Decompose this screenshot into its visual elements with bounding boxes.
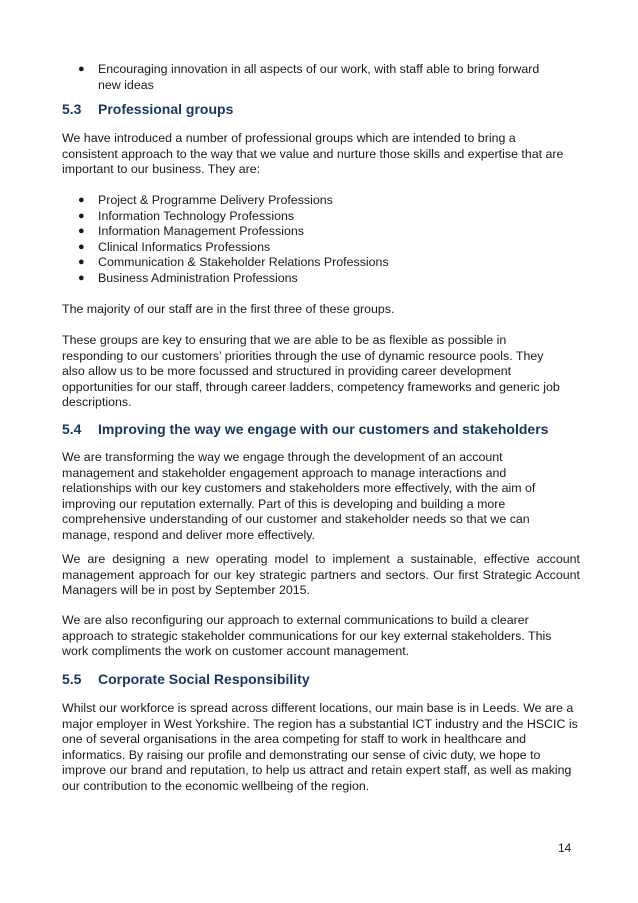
section-5-4-para1: We are transforming the way we engage through the development of an account management and stakeholder engagement approach to manage interactions and relationships with our key customers and stakeholders more effectively, with the aim of improving our reputation externally. Part of this is developing and building a more comprehensive understanding of our customer and stakeholder needs so that we can manage, respond and deliver more effectively.: [62, 450, 536, 542]
list-item: ● Information Management Professions: [78, 224, 304, 238]
bullet-icon: ●: [78, 63, 85, 75]
page-number: 14: [558, 841, 572, 855]
professional-groups-list: [62, 193, 568, 286]
section-5-4-para3: We are also reconfiguring our approach to external communications to build a clearer approach to strategic stakeholder communications for our key external stakeholders. This work compliments the work on customer account management.: [62, 613, 552, 658]
list-item: [62, 62, 558, 93]
list-item: ● Information Technology Professions: [78, 208, 295, 223]
bullet-icon: ●: [78, 271, 85, 284]
bullet-icon: ●: [78, 240, 85, 253]
list-item: ● Business Administration Professions: [78, 270, 298, 285]
list-item: ● Communication & Stakeholder Relations Professions: [78, 255, 389, 269]
section-5-4-para2: We are designing a new operating model to implement a sustainable, effective account management approach for our key strategic partners and sectors. Our first Strategic Account Managers will be in post by September 2015.: [62, 552, 580, 597]
section-5-3-heading: 5.3 Professional groups: [62, 101, 234, 117]
section-5-5-heading: 5.5 Corporate Social Responsibility: [62, 671, 310, 687]
bullet-icon: ●: [78, 256, 85, 268]
section-5-5-para1: Whilst our workforce is spread across different locations, our main base is in Leeds. We are a major employer in West Yorkshire. The region has a substantial ICT industry and the HSCIC is one of several organisations in the area competing for staff to work in healthcare and informatics. By raising our profile and demonstrating our sense of civic duty, we hope to improve our brand and reputation, to help us attract and retain expert staff, as well as making our contribution to the economic wellbeing of the region.: [62, 701, 578, 793]
list-item: ● Project & Programme Delivery Professions: [78, 193, 333, 207]
section-5-3-para2: The majority of our staff are in the first three of these groups.: [62, 302, 395, 316]
bullet-icon: ●: [78, 194, 85, 206]
list-item-text: Encouraging innovation in all aspects of our work, with staff able to bring forward new ideas: [98, 62, 540, 92]
section-5-4-heading: 5.4 Improving the way we engage with our customers and stakeholders: [62, 421, 549, 437]
bullet-icon: ●: [78, 225, 85, 237]
bullet-icon: ●: [78, 209, 85, 222]
section-5-3-para3: These groups are key to ensuring that we are able to be as flexible as possible in responding to our customers’ priorities through the use of dynamic resource pools. They also allow us to be more focussed and structured in providing career development opportunities for our staff, through career ladders, competency frameworks and generic job descriptions.: [62, 333, 560, 409]
list-item: ● Clinical Informatics Professions: [78, 239, 271, 254]
top-bullet-list: [62, 62, 558, 93]
section-5-3-intro: We have introduced a number of professional groups which are intended to bring a consistent approach to the way that we value and nurture those skills and expertise that are important to our business. They are:: [62, 131, 564, 176]
